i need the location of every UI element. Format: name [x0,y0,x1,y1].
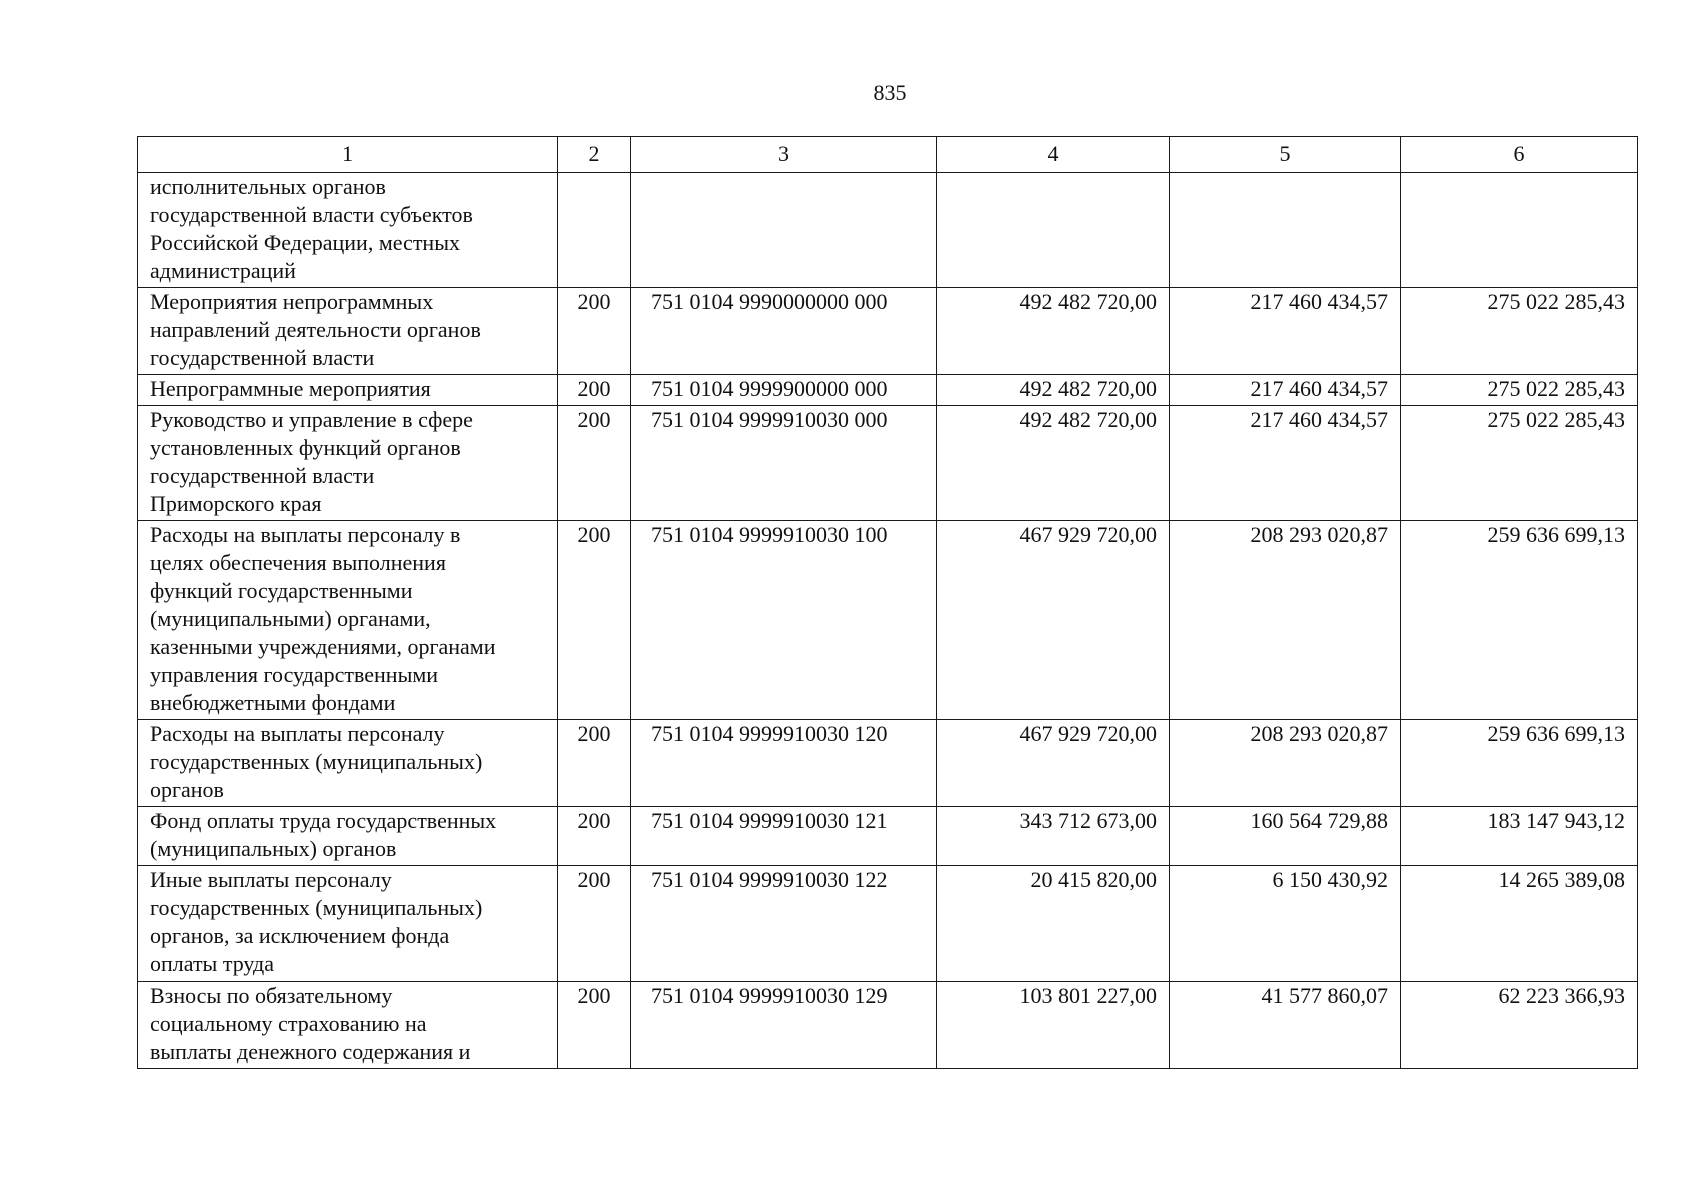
row-value-col-6 [1401,807,1638,866]
header-col-5: 5 [1170,137,1401,173]
table-row [138,720,1638,807]
table-row [138,173,1638,288]
row-value-col-6-text: 259 636 699,13 [1487,721,1625,746]
row-value-col-6-text: 62 223 366,93 [1498,983,1625,1008]
row-value-col-4 [937,521,1170,720]
row-budget-classification-text: 751 0104 9999910030 000 [651,407,888,432]
row-value-col-5 [1170,375,1401,406]
row-description [138,375,558,406]
row-value-col-5 [1170,807,1401,866]
row-budget-classification [631,375,937,406]
row-description [138,982,558,1069]
row-value-col-4-text: 20 415 820,00 [1030,867,1157,892]
row-code [558,982,631,1069]
row-budget-classification [631,173,937,288]
row-description-text: Расходы на выплаты персоналу государственных (муниципальных) органов [150,721,483,802]
row-budget-classification-text: 751 0104 9999910030 122 [651,867,888,892]
budget-table [137,136,1638,1069]
row-value-col-4-text: 343 712 673,00 [1019,808,1157,833]
row-value-col-5-text: 208 293 020,87 [1250,721,1388,746]
row-code-text: 200 [577,808,611,833]
row-budget-classification [631,982,937,1069]
row-code [558,375,631,406]
row-code-text: 200 [577,376,611,401]
row-value-col-5-text: 217 460 434,57 [1250,289,1388,314]
row-code [558,173,631,288]
table-row [138,521,1638,720]
row-code-text: 200 [577,289,611,314]
header-col-3: 3 [631,137,937,173]
row-value-col-6 [1401,288,1638,375]
row-value-col-6-text: 275 022 285,43 [1487,289,1625,314]
row-value-col-5 [1170,173,1401,288]
row-value-col-5-text: 160 564 729,88 [1250,808,1388,833]
row-value-col-4-text: 467 929 720,00 [1019,522,1157,547]
row-value-col-5 [1170,288,1401,375]
row-description [138,720,558,807]
row-code [558,288,631,375]
row-code [558,521,631,720]
header-col-1: 1 [138,137,558,173]
row-value-col-6-text: 259 636 699,13 [1487,522,1625,547]
row-value-col-4 [937,982,1170,1069]
row-budget-classification [631,807,937,866]
row-value-col-4 [937,406,1170,521]
row-value-col-4-text: 467 929 720,00 [1019,721,1157,746]
row-description-text: Мероприятия непрограммных направлений деятельности органов государственной власти [150,289,481,370]
row-budget-classification [631,720,937,807]
row-value-col-4-text: 492 482 720,00 [1019,289,1157,314]
row-value-col-6 [1401,406,1638,521]
table-row [138,288,1638,375]
row-value-col-6 [1401,173,1638,288]
row-code-text: 200 [577,983,611,1008]
row-description [138,173,558,288]
row-budget-classification [631,521,937,720]
row-value-col-5 [1170,866,1401,982]
row-value-col-5 [1170,406,1401,521]
row-budget-classification [631,866,937,982]
row-code-text: 200 [577,407,611,432]
row-value-col-6-text: 14 265 389,08 [1498,867,1625,892]
row-description-text: Непрограммные мероприятия [150,376,431,401]
row-description-text: Фонд оплаты труда государственных (муниципальных) органов [150,808,497,861]
row-budget-classification [631,406,937,521]
row-description [138,521,558,720]
row-description [138,807,558,866]
row-budget-classification-text: 751 0104 9990000000 000 [651,289,888,314]
row-budget-classification-text: 751 0104 9999910030 129 [651,983,888,1008]
row-value-col-4 [937,720,1170,807]
row-description-text: исполнительных органов государственной власти субъектов Российской Федерации, местных администраций [150,174,473,283]
table-row [138,982,1638,1069]
table-row [138,406,1638,521]
row-code [558,807,631,866]
row-budget-classification-text: 751 0104 9999900000 000 [651,376,888,401]
header-col-2: 2 [558,137,631,173]
row-value-col-5-text: 217 460 434,57 [1250,407,1388,432]
row-description-text: Руководство и управление в сфере установленных функций органов государственной власти Приморского края [150,407,473,516]
row-budget-classification [631,288,937,375]
row-description-text: Взносы по обязательному социальному страхованию на выплаты денежного содержания и [150,983,471,1064]
row-description [138,406,558,521]
table-body [138,173,1638,1069]
table-row [138,375,1638,406]
table-row [138,866,1638,982]
header-row [138,137,1638,173]
row-code [558,720,631,807]
row-value-col-4 [937,375,1170,406]
row-value-col-6 [1401,866,1638,982]
row-description [138,866,558,982]
row-value-col-6-text: 183 147 943,12 [1487,808,1625,833]
row-value-col-5-text: 41 577 860,07 [1261,983,1388,1008]
row-value-col-6 [1401,521,1638,720]
row-value-col-6 [1401,720,1638,807]
row-value-col-4 [937,173,1170,288]
table-row [138,807,1638,866]
row-value-col-4 [937,866,1170,982]
row-value-col-4 [937,288,1170,375]
row-value-col-6-text: 275 022 285,43 [1487,376,1625,401]
row-description-text: Расходы на выплаты персоналу в целях обеспечения выполнения функций государственными (муниципальными) органами, казенными учреждениями, органами управления государственными внебюджетными фондами [150,522,496,715]
row-value-col-5 [1170,521,1401,720]
row-value-col-5-text: 217 460 434,57 [1250,376,1388,401]
row-value-col-4-text: 492 482 720,00 [1019,407,1157,432]
header-col-6: 6 [1401,137,1638,173]
table-header [138,137,1638,173]
row-description [138,288,558,375]
row-value-col-5 [1170,720,1401,807]
row-code-text: 200 [577,867,611,892]
row-value-col-6-text: 275 022 285,43 [1487,407,1625,432]
row-value-col-4 [937,807,1170,866]
row-budget-classification-text: 751 0104 9999910030 100 [651,522,888,547]
row-budget-classification-text: 751 0104 9999910030 120 [651,721,888,746]
row-value-col-5-text: 208 293 020,87 [1250,522,1388,547]
row-value-col-6 [1401,982,1638,1069]
row-value-col-6 [1401,375,1638,406]
row-code [558,866,631,982]
row-budget-classification-text: 751 0104 9999910030 121 [651,808,888,833]
row-description-text: Иные выплаты персоналу государственных (муниципальных) органов, за исключением фонда оплаты труда [150,867,483,976]
header-col-4: 4 [937,137,1170,173]
row-value-col-4-text: 103 801 227,00 [1019,983,1157,1008]
row-value-col-5 [1170,982,1401,1069]
page-number: 835 [873,80,907,105]
row-code-text: 200 [577,721,611,746]
row-value-col-5-text: 6 150 430,92 [1272,867,1388,892]
row-code [558,406,631,521]
row-value-col-4-text: 492 482 720,00 [1019,376,1157,401]
row-code-text: 200 [577,522,611,547]
